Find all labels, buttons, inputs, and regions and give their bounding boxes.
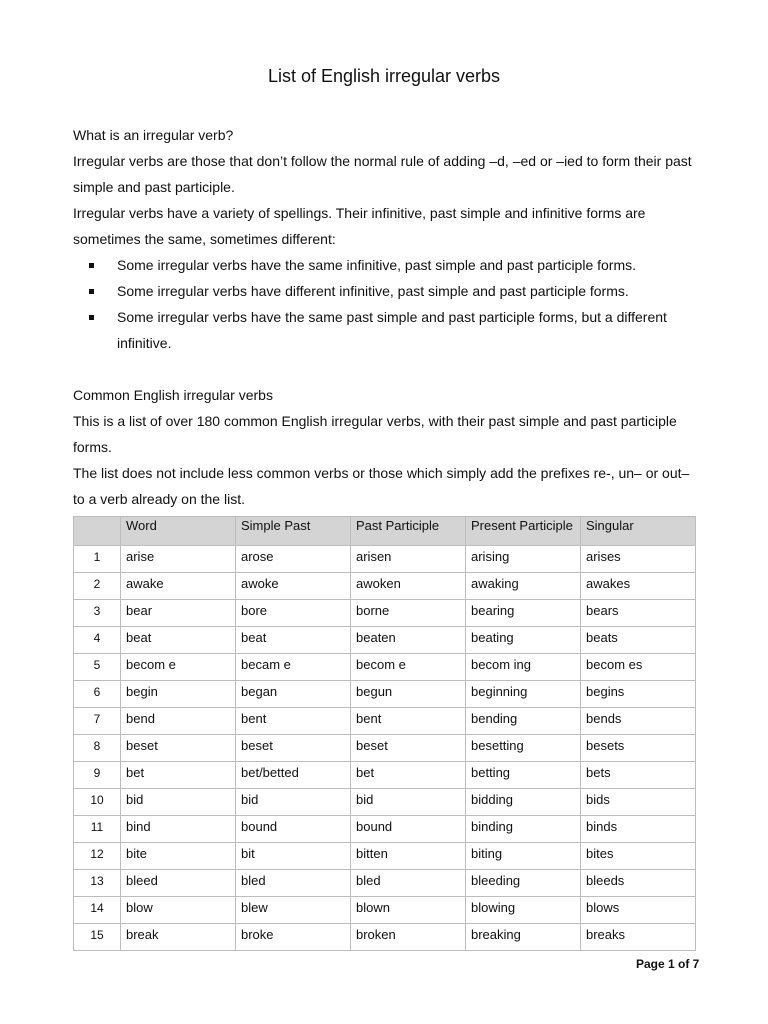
present-participle-cell: bearing bbox=[466, 600, 581, 627]
present-participle-cell: binding bbox=[466, 816, 581, 843]
table-row bbox=[74, 762, 696, 789]
document-title: List of English irregular verbs bbox=[267, 66, 501, 86]
past-participle-cell: bid bbox=[351, 789, 466, 816]
word-cell: bend bbox=[121, 708, 236, 735]
past-participle-cell: arisen bbox=[351, 546, 466, 573]
singular-cell: beats bbox=[581, 627, 696, 654]
header-past-participle: Past Participle bbox=[351, 517, 466, 546]
header-singular: Singular bbox=[581, 517, 696, 546]
singular-cell: bears bbox=[581, 600, 696, 627]
table-row bbox=[74, 573, 696, 600]
present-participle-cell: awaking bbox=[466, 573, 581, 600]
singular-cell: becom es bbox=[581, 654, 696, 681]
word-cell: bite bbox=[121, 843, 236, 870]
section-heading-common: Common English irregular verbs bbox=[73, 387, 273, 403]
present-participle-cell: bidding bbox=[466, 789, 581, 816]
document-body bbox=[73, 122, 703, 512]
present-participle-cell: beginning bbox=[466, 681, 581, 708]
simple-past-cell: awoke bbox=[236, 573, 351, 600]
row-number: 6 bbox=[74, 681, 121, 708]
past-participle-cell: beset bbox=[351, 735, 466, 762]
present-participle-cell: betting bbox=[466, 762, 581, 789]
singular-cell: besets bbox=[581, 735, 696, 762]
common-paragraph-2: The list does not include less common verbs or those which simply add the prefixes re-, un– or out– to a verb already on the list. bbox=[73, 465, 690, 507]
simple-past-cell: bet/betted bbox=[236, 762, 351, 789]
simple-past-cell: beat bbox=[236, 627, 351, 654]
row-number: 13 bbox=[74, 870, 121, 897]
bullet-item: Some irregular verbs have different infinitive, past simple and past participle forms. bbox=[73, 278, 703, 304]
table-row bbox=[74, 627, 696, 654]
bullet-list bbox=[73, 252, 703, 356]
singular-cell: arises bbox=[581, 546, 696, 573]
present-participle-cell: besetting bbox=[466, 735, 581, 762]
past-participle-cell: becom e bbox=[351, 654, 466, 681]
singular-cell: awakes bbox=[581, 573, 696, 600]
simple-past-cell: broke bbox=[236, 924, 351, 951]
bullet-item: Some irregular verbs have the same infinitive, past simple and past participle forms. bbox=[73, 252, 703, 278]
table-row bbox=[74, 681, 696, 708]
present-participle-cell: bleeding bbox=[466, 870, 581, 897]
present-participle-cell: biting bbox=[466, 843, 581, 870]
word-cell: becom e bbox=[121, 654, 236, 681]
page-number: Page 1 of 7 bbox=[636, 957, 700, 971]
row-number: 10 bbox=[74, 789, 121, 816]
table-row bbox=[74, 843, 696, 870]
singular-cell: bites bbox=[581, 843, 696, 870]
intro-paragraph-1: Irregular verbs are those that don’t follow the normal rule of adding –d, –ed or –ied to form their past simple and past participle. bbox=[73, 153, 692, 195]
intro-paragraph-2: Irregular verbs have a variety of spellings. Their infinitive, past simple and infinitive forms are sometimes the same, sometimes different: bbox=[73, 205, 646, 247]
present-participle-cell: breaking bbox=[466, 924, 581, 951]
simple-past-cell: bent bbox=[236, 708, 351, 735]
header-number bbox=[74, 517, 121, 546]
simple-past-cell: bid bbox=[236, 789, 351, 816]
row-number: 3 bbox=[74, 600, 121, 627]
row-number: 9 bbox=[74, 762, 121, 789]
table-row bbox=[74, 924, 696, 951]
row-number: 4 bbox=[74, 627, 121, 654]
singular-cell: bets bbox=[581, 762, 696, 789]
row-number: 8 bbox=[74, 735, 121, 762]
table-row bbox=[74, 654, 696, 681]
square-bullet-icon bbox=[89, 263, 94, 268]
simple-past-cell: becam e bbox=[236, 654, 351, 681]
present-participle-cell: beating bbox=[466, 627, 581, 654]
word-cell: beset bbox=[121, 735, 236, 762]
header-present-participle: Present Participle bbox=[466, 517, 581, 546]
table-row bbox=[74, 870, 696, 897]
singular-cell: bends bbox=[581, 708, 696, 735]
past-participle-cell: bent bbox=[351, 708, 466, 735]
simple-past-cell: bled bbox=[236, 870, 351, 897]
simple-past-cell: blew bbox=[236, 897, 351, 924]
bullet-item: Some irregular verbs have the same past simple and past participle forms, but a different infinitive. bbox=[73, 304, 703, 356]
past-participle-cell: awoken bbox=[351, 573, 466, 600]
row-number: 12 bbox=[74, 843, 121, 870]
past-participle-cell: begun bbox=[351, 681, 466, 708]
singular-cell: binds bbox=[581, 816, 696, 843]
word-cell: begin bbox=[121, 681, 236, 708]
row-number: 2 bbox=[74, 573, 121, 600]
verbs-table bbox=[73, 516, 696, 951]
past-participle-cell: beaten bbox=[351, 627, 466, 654]
singular-cell: breaks bbox=[581, 924, 696, 951]
past-participle-cell: bitten bbox=[351, 843, 466, 870]
present-participle-cell: bending bbox=[466, 708, 581, 735]
past-participle-cell: borne bbox=[351, 600, 466, 627]
table-row bbox=[74, 897, 696, 924]
header-word: Word bbox=[121, 517, 236, 546]
square-bullet-icon bbox=[89, 289, 94, 294]
simple-past-cell: beset bbox=[236, 735, 351, 762]
simple-past-cell: bound bbox=[236, 816, 351, 843]
singular-cell: bids bbox=[581, 789, 696, 816]
present-participle-cell: becom ing bbox=[466, 654, 581, 681]
table-row bbox=[74, 546, 696, 573]
singular-cell: blows bbox=[581, 897, 696, 924]
table-row bbox=[74, 600, 696, 627]
row-number: 14 bbox=[74, 897, 121, 924]
word-cell: bind bbox=[121, 816, 236, 843]
section-heading-what: What is an irregular verb? bbox=[73, 127, 234, 143]
singular-cell: bleeds bbox=[581, 870, 696, 897]
row-number: 11 bbox=[74, 816, 121, 843]
present-participle-cell: blowing bbox=[466, 897, 581, 924]
past-participle-cell: blown bbox=[351, 897, 466, 924]
square-bullet-icon bbox=[89, 315, 94, 320]
row-number: 1 bbox=[74, 546, 121, 573]
past-participle-cell: broken bbox=[351, 924, 466, 951]
past-participle-cell: bled bbox=[351, 870, 466, 897]
simple-past-cell: arose bbox=[236, 546, 351, 573]
past-participle-cell: bet bbox=[351, 762, 466, 789]
simple-past-cell: began bbox=[236, 681, 351, 708]
table-row bbox=[74, 816, 696, 843]
simple-past-cell: bit bbox=[236, 843, 351, 870]
header-simple-past: Simple Past bbox=[236, 517, 351, 546]
word-cell: bet bbox=[121, 762, 236, 789]
word-cell: awake bbox=[121, 573, 236, 600]
simple-past-cell: bore bbox=[236, 600, 351, 627]
row-number: 5 bbox=[74, 654, 121, 681]
word-cell: blow bbox=[121, 897, 236, 924]
word-cell: bleed bbox=[121, 870, 236, 897]
word-cell: break bbox=[121, 924, 236, 951]
table-row bbox=[74, 789, 696, 816]
word-cell: beat bbox=[121, 627, 236, 654]
past-participle-cell: bound bbox=[351, 816, 466, 843]
word-cell: arise bbox=[121, 546, 236, 573]
row-number: 15 bbox=[74, 924, 121, 951]
table-row bbox=[74, 708, 696, 735]
common-paragraph-1: This is a list of over 180 common English irregular verbs, with their past simple and past participle forms. bbox=[73, 413, 677, 455]
table-row bbox=[74, 735, 696, 762]
row-number: 7 bbox=[74, 708, 121, 735]
word-cell: bear bbox=[121, 600, 236, 627]
singular-cell: begins bbox=[581, 681, 696, 708]
word-cell: bid bbox=[121, 789, 236, 816]
table-header-row bbox=[74, 517, 696, 546]
present-participle-cell: arising bbox=[466, 546, 581, 573]
